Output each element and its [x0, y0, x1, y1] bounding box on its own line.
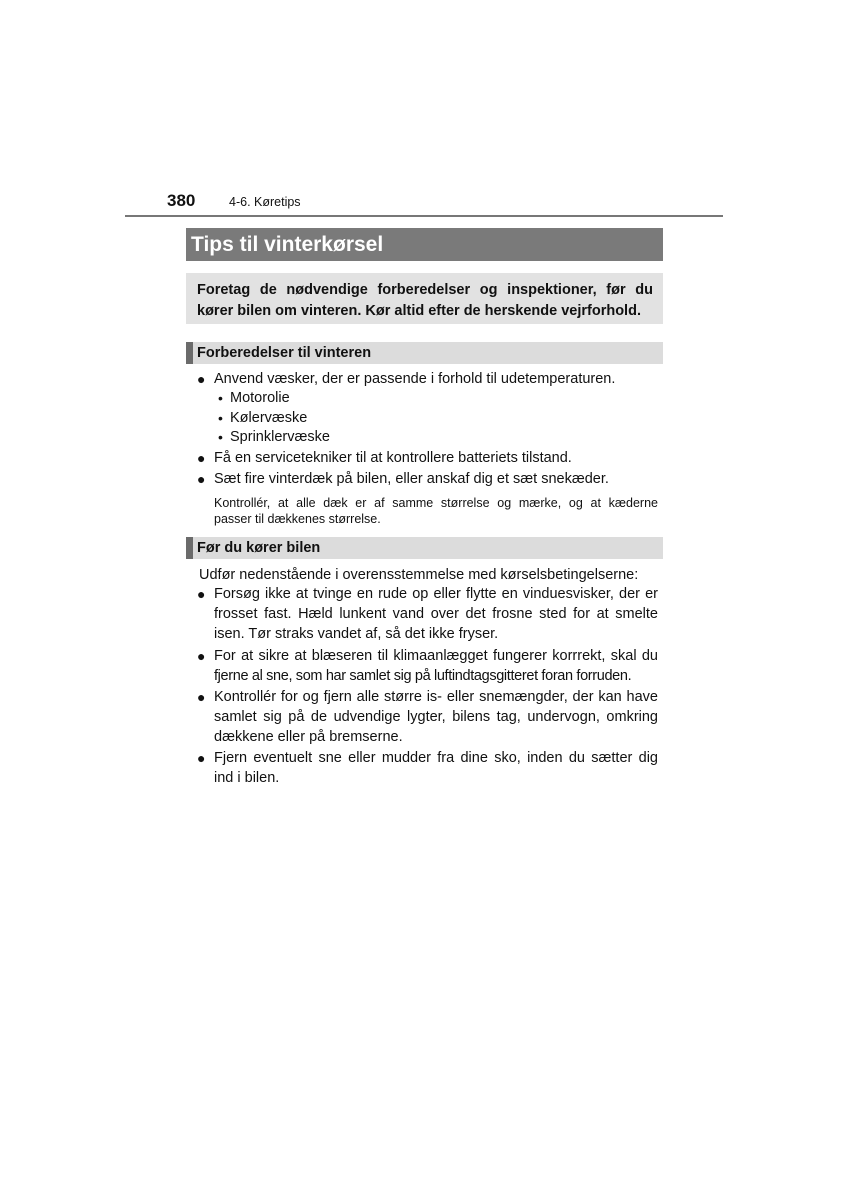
- list-item-line: dækkene eller på bremserne.: [214, 729, 403, 745]
- page-title: Tips til vinterkørsel: [186, 228, 663, 261]
- list-item: [214, 748, 658, 788]
- sub-list-item: Motorolie: [230, 390, 290, 406]
- list-item: Anvend væsker, der er passende i forhold til udetemperaturen.: [214, 371, 616, 387]
- list-item-line: Kontrollér for og fjern alle større is- eller snemængder, der kan have: [214, 689, 658, 705]
- bullet-icon: ●: [197, 450, 206, 466]
- note-line: Kontrollér, at alle dæk er af samme størrelse og mærke, og at kæderne: [214, 496, 658, 510]
- sub-bullet-icon: •: [218, 390, 223, 406]
- list-item: Sæt fire vinterdæk på bilen, eller anskaf dig et sæt snekæder.: [214, 471, 609, 487]
- list-item: [214, 687, 658, 747]
- note-text: [214, 495, 658, 527]
- section-intro-text: Udfør nedenstående i overensstemmelse med kørselsbetingelserne:: [199, 567, 639, 583]
- sub-bullet-icon: •: [218, 429, 223, 445]
- page-number: 380: [167, 191, 196, 210]
- list-item-line: frosset fast. Hæld lunkent vand over det frosne sted for at smelte: [214, 606, 658, 622]
- list-item: [214, 646, 658, 686]
- list-item-line: For at sikre at blæseren til klimaanlægget fungerer korrrekt, skal du: [214, 648, 658, 664]
- list-item: [214, 584, 658, 644]
- bullet-icon: ●: [197, 471, 206, 487]
- list-item-line: Forsøg ikke at tvinge en rude op eller flytte en vinduesvisker, der er: [214, 586, 658, 602]
- bullet-icon: ●: [197, 371, 206, 387]
- note-line: passer til dækkenes størrelse.: [214, 512, 381, 526]
- sub-list-item: Kølervæske: [230, 410, 308, 426]
- list-item-line: Fjern eventuelt sne eller mudder fra dine sko, inden du sætter dig: [214, 750, 658, 766]
- page-header: [125, 188, 723, 218]
- bullet-icon: ●: [197, 750, 206, 766]
- bullet-icon: ●: [197, 689, 206, 705]
- list-item: Få en servicetekniker til at kontrollere batteriets tilstand.: [214, 450, 572, 466]
- section-heading-before-driving: Før du kører bilen: [186, 537, 663, 559]
- list-item-line: isen. Tør straks vandet af, så det ikke fryser.: [214, 626, 499, 642]
- bullet-icon: ●: [197, 648, 206, 664]
- section-reference: 4-6. Køretips: [229, 195, 301, 209]
- sub-bullet-icon: •: [218, 410, 223, 426]
- list-item-line: ind i bilen.: [214, 770, 280, 786]
- intro-box: [186, 273, 663, 324]
- intro-line: Foretag de nødvendige forberedelser og inspektioner, før du: [197, 282, 653, 298]
- section-heading-preparations: Forberedelser til vinteren: [186, 342, 663, 364]
- intro-line: kører bilen om vinteren. Kør altid efter de herskende vejrforhold.: [197, 303, 641, 319]
- list-item-line: fjerne al sne, som har samlet sig på luftindtagsgitteret foran forruden.: [214, 668, 632, 684]
- header-divider: [125, 215, 723, 217]
- list-item-line: samlet sig på de udvendige lygter, bilens tag, undervogn, omkring: [214, 709, 658, 725]
- bullet-icon: ●: [197, 586, 206, 602]
- sub-list-item: Sprinklervæske: [230, 429, 330, 445]
